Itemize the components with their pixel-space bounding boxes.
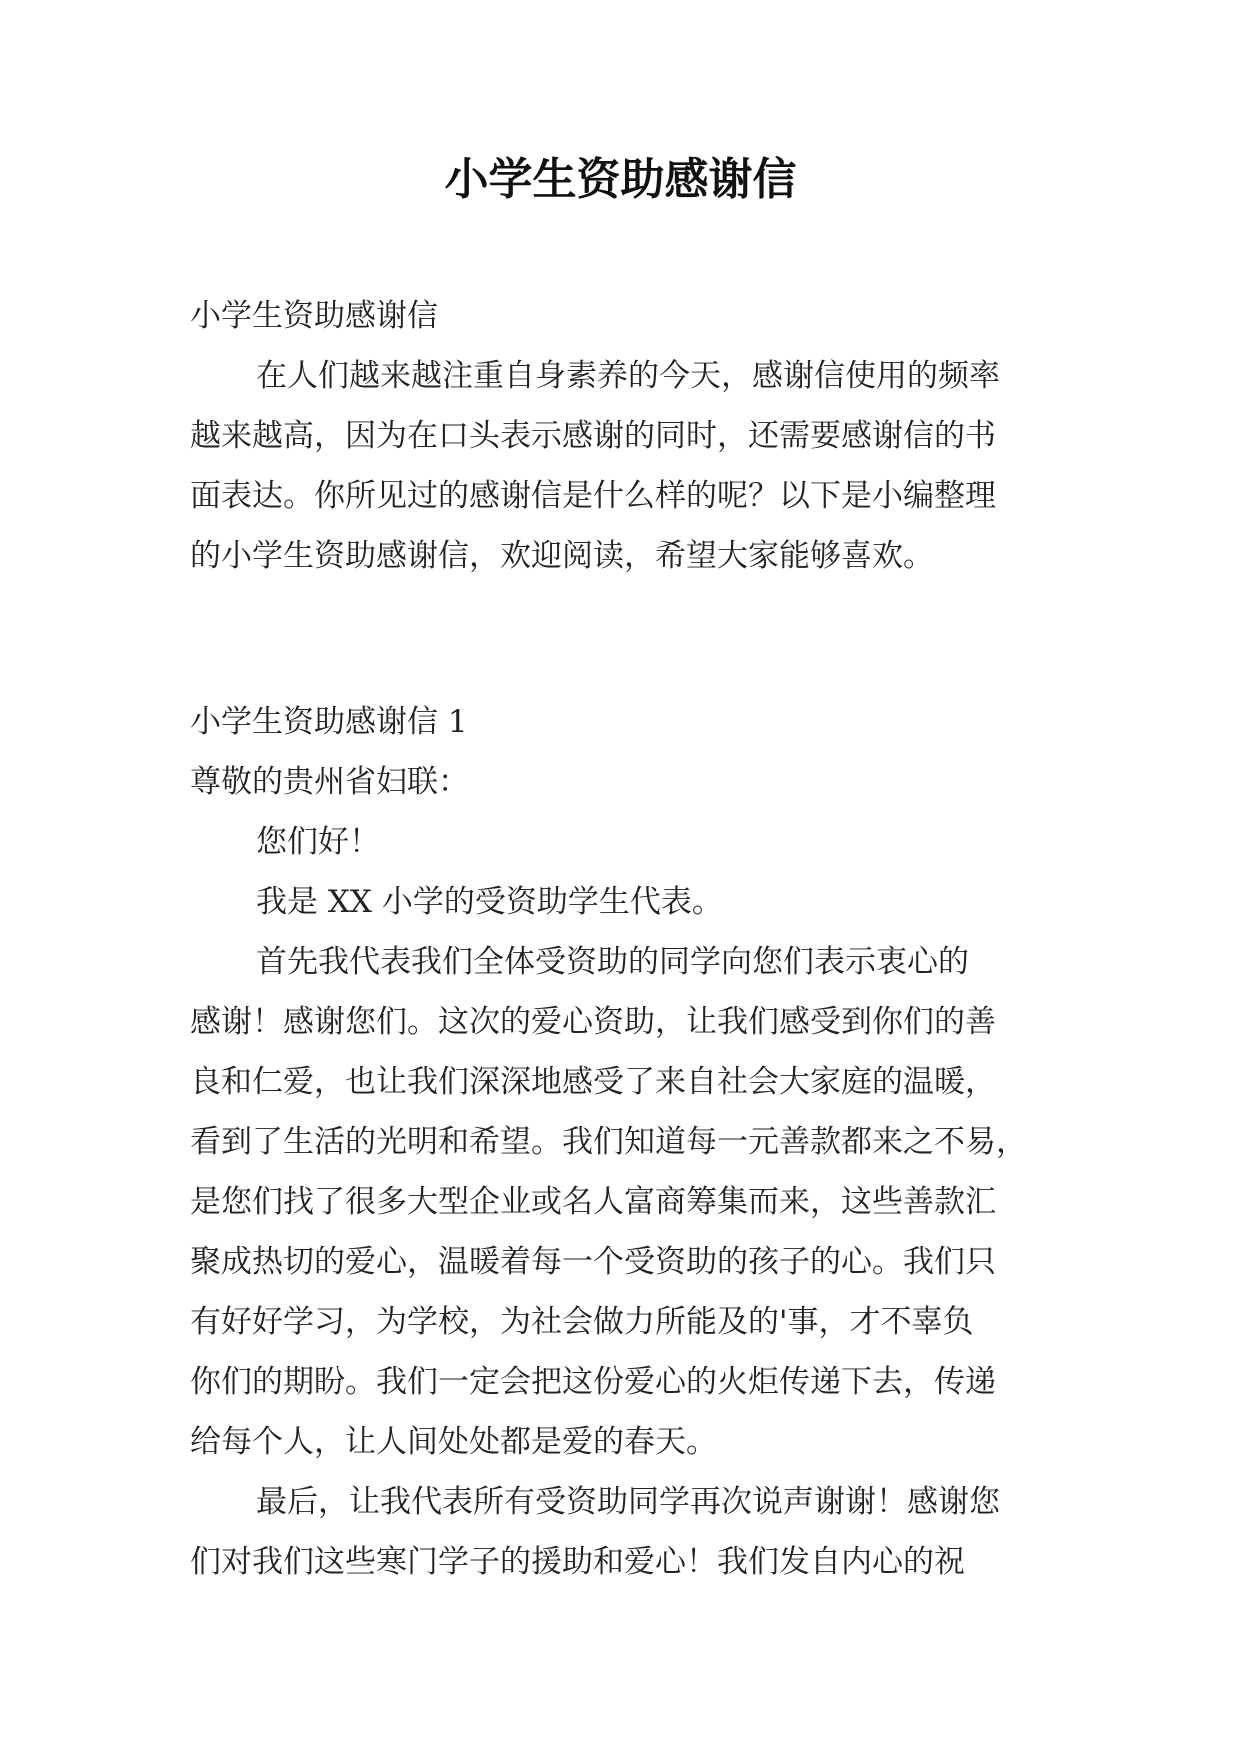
paragraph-1-line: 首先我代表我们全体受资助的同学向您们表示衷心的 [256, 944, 969, 980]
page-title: 小学生资助感谢信 [444, 154, 797, 205]
intro-section [190, 286, 1060, 586]
intro-line: 越来越高，因为在口头表示感谢的同时，还需要感谢信的书 [190, 418, 996, 454]
intro-line: 在人们越来越注重自身素养的今天，感谢信使用的频率 [256, 358, 1000, 394]
subtitle: 小学生资助感谢信 [190, 298, 438, 334]
intro-line: 面表达。你所见过的感谢信是什么样的呢？以下是小编整理 [190, 478, 996, 514]
paragraph-1-line: 是您们找了很多大型企业或名人富商筹集而来，这些善款汇 [190, 1184, 996, 1220]
paragraph-2-line: 们对我们这些寒门学子的援助和爱心！我们发自内心的祝 [190, 1544, 965, 1580]
paragraph-1-line: 给每个人，让人间处处都是爱的春天。 [190, 1424, 717, 1460]
letter-self-intro: 我是 XX 小学的受资助学生代表。 [256, 884, 723, 920]
letter-greeting: 您们好！ [256, 824, 380, 860]
letter-salutation: 尊敬的贵州省妇联： [190, 764, 469, 800]
paragraph-1-line: 有好好学习，为学校，为社会做力所能及的'事，才不辜负 [190, 1304, 974, 1340]
paragraph-1-line: 良和仁爱，也让我们深深地感受了来自社会大家庭的温暖， [190, 1064, 996, 1100]
paragraph-2-line: 最后，让我代表所有受资助同学再次说声谢谢！感谢您 [256, 1484, 1000, 1520]
paragraph-1-line: 聚成热切的爱心，温暖着每一个受资助的孩子的心。我们只 [190, 1244, 996, 1280]
letter-section [190, 692, 1060, 1592]
paragraph-1-line: 看到了生活的光明和希望。我们知道每一元善款都来之不易， [190, 1124, 1027, 1160]
letter-heading: 小学生资助感谢信 1 [190, 704, 468, 740]
paragraph-1-line: 你们的期盼。我们一定会把这份爱心的火炬传递下去，传递 [190, 1364, 996, 1400]
intro-line: 的小学生资助感谢信，欢迎阅读，希望大家能够喜欢。 [190, 538, 934, 574]
paragraph-1-line: 感谢！感谢您们。这次的爱心资助，让我们感受到你们的善 [190, 1004, 996, 1040]
